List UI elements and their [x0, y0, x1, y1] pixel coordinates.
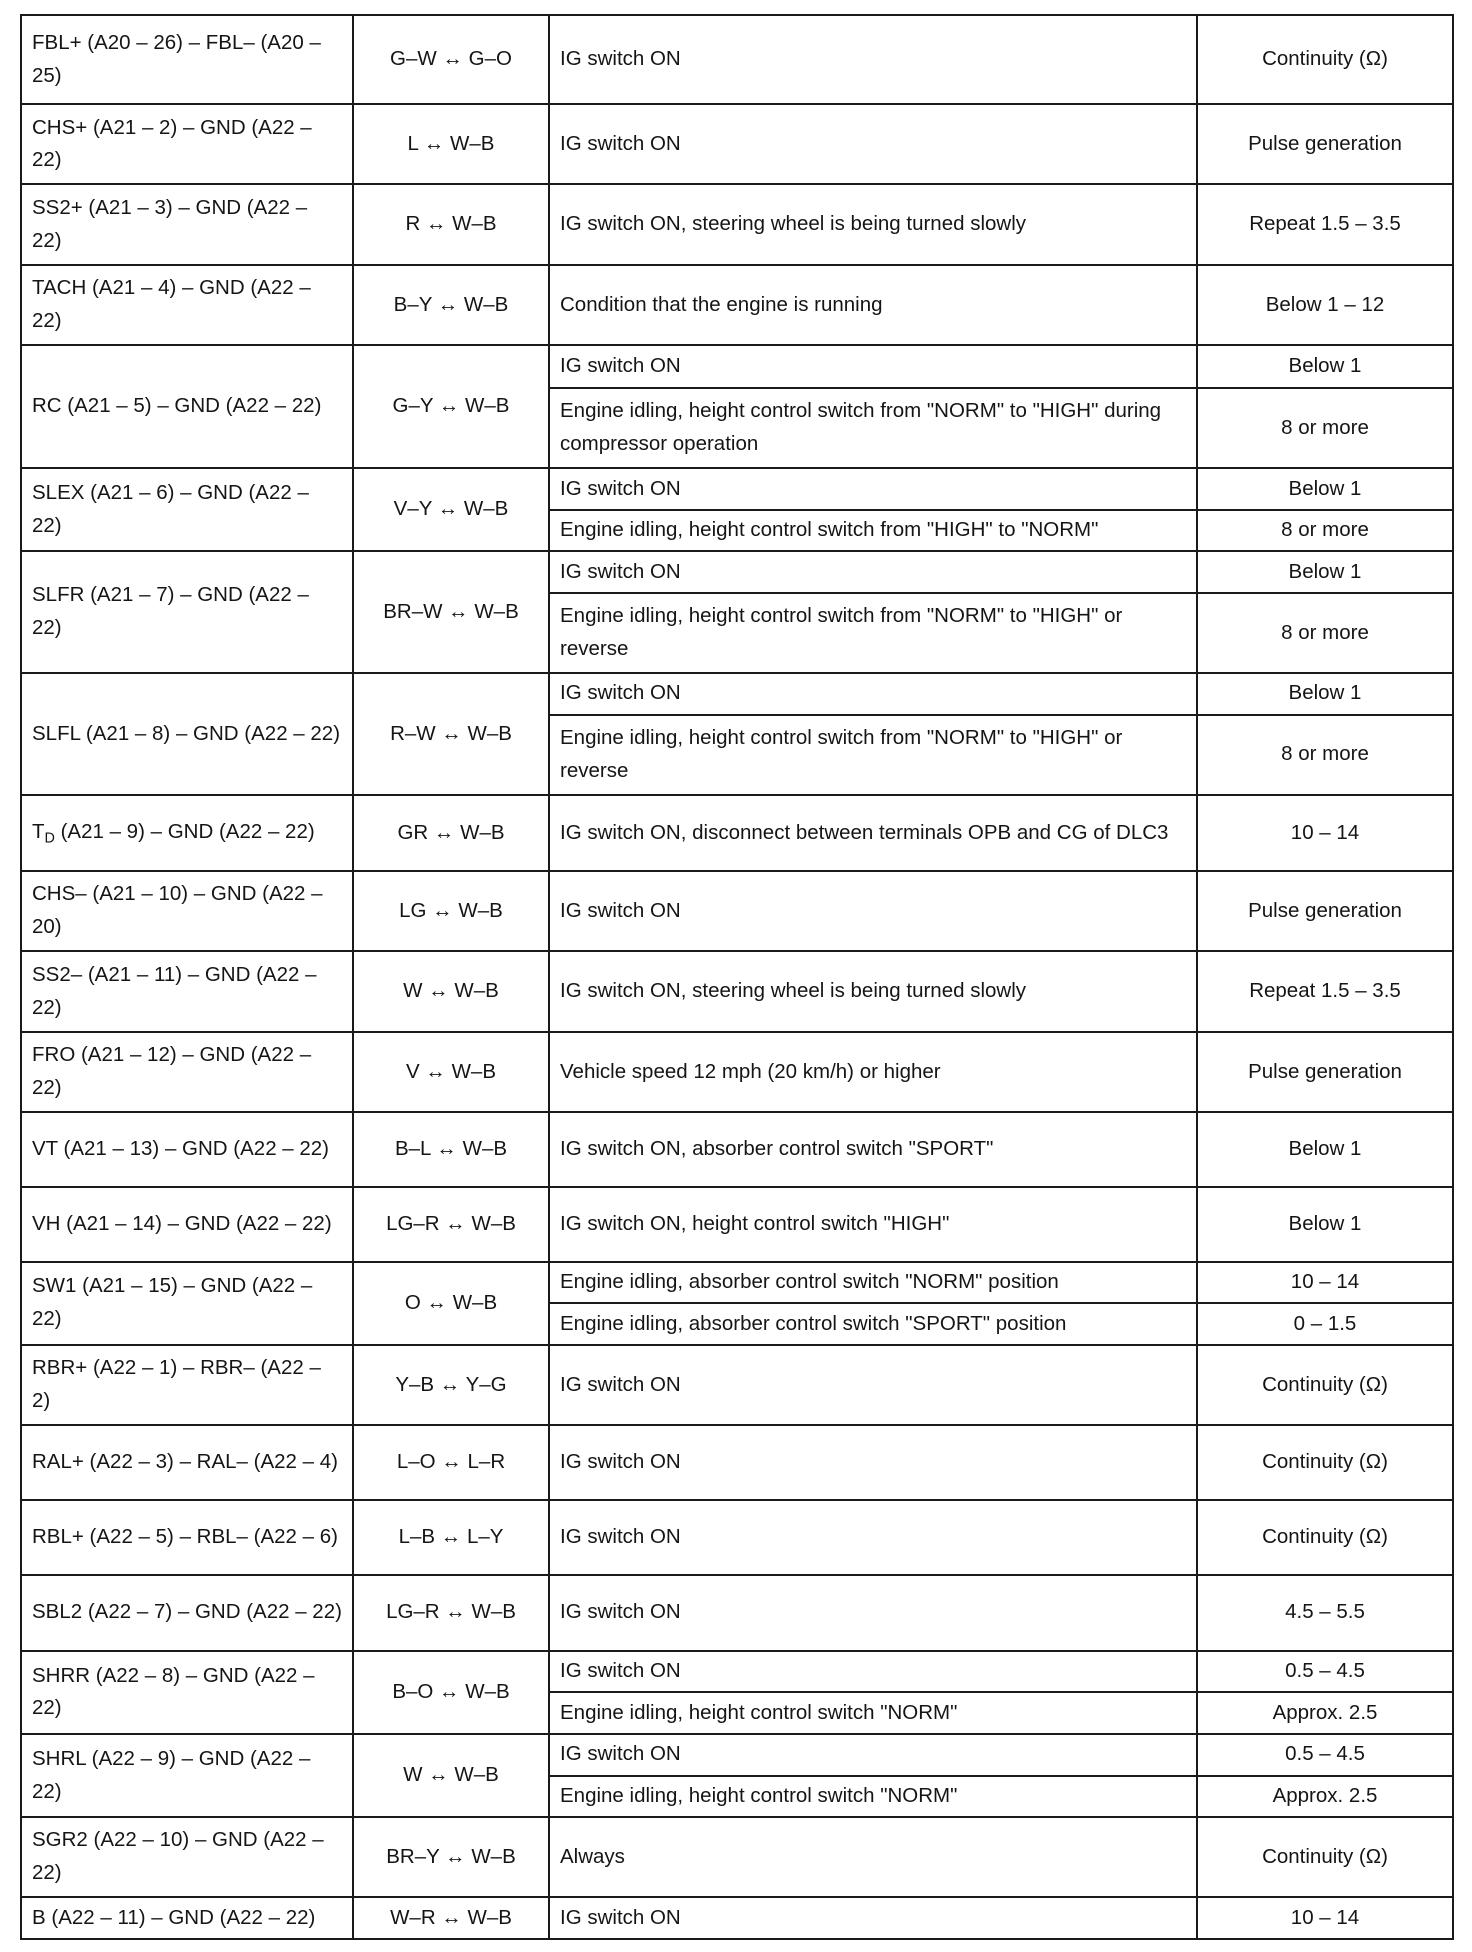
- condition-cell: IG switch ON, height control switch "HIGH": [549, 1187, 1197, 1262]
- wiring-color-cell: L ↔ W–B: [353, 104, 549, 184]
- specified-condition-cell: Below 1: [1197, 345, 1453, 388]
- table-row: [21, 104, 1453, 184]
- table-row: [21, 345, 1453, 388]
- wiring-color-cell: O ↔ W–B: [353, 1262, 549, 1345]
- table-row: [21, 468, 1453, 510]
- terminal-main: T: [32, 819, 45, 843]
- wiring-color-cell: W ↔ W–B: [353, 951, 549, 1031]
- terminal-cell: RAL+ (A22 – 3) – RAL– (A22 – 4): [21, 1425, 353, 1500]
- specified-condition-cell: 8 or more: [1197, 593, 1453, 673]
- terminal-spec-table: [20, 14, 1454, 1940]
- terminal-subscript: D: [44, 830, 55, 847]
- condition-cell: Engine idling, height control switch from "HIGH" to "NORM": [549, 510, 1197, 551]
- wiring-color-cell: W ↔ W–B: [353, 1734, 549, 1817]
- table-row: [21, 1345, 1453, 1425]
- specified-condition-cell: Repeat 1.5 – 3.5: [1197, 951, 1453, 1031]
- wiring-color-cell: B–Y ↔ W–B: [353, 265, 549, 345]
- specified-condition-cell: 10 – 14: [1197, 1897, 1453, 1939]
- specified-condition-cell: 0.5 – 4.5: [1197, 1651, 1453, 1693]
- condition-cell: Engine idling, height control switch "NORM": [549, 1776, 1197, 1817]
- specified-condition-cell: 8 or more: [1197, 510, 1453, 551]
- specified-condition-cell: Below 1: [1197, 1187, 1453, 1262]
- wiring-color-cell: GR ↔ W–B: [353, 795, 549, 871]
- specified-condition-cell: 8 or more: [1197, 715, 1453, 795]
- terminal-cell: SW1 (A21 – 15) – GND (A22 – 22): [21, 1262, 353, 1345]
- specified-condition-cell: 8 or more: [1197, 388, 1453, 468]
- wiring-color-cell: LG–R ↔ W–B: [353, 1187, 549, 1262]
- wiring-color-cell: B–L ↔ W–B: [353, 1112, 549, 1187]
- specified-condition-cell: Continuity (Ω): [1197, 1500, 1453, 1575]
- terminal-cell: CHS– (A21 – 10) – GND (A22 – 20): [21, 871, 353, 951]
- specified-condition-cell: Below 1: [1197, 1112, 1453, 1187]
- wiring-color-cell: G–W ↔ G–O: [353, 15, 549, 104]
- condition-cell: IG switch ON: [549, 1734, 1197, 1776]
- table-row: [21, 1575, 1453, 1651]
- terminal-cell: TACH (A21 – 4) – GND (A22 – 22): [21, 265, 353, 345]
- table-row: [21, 1112, 1453, 1187]
- terminal-cell: RBL+ (A22 – 5) – RBL– (A22 – 6): [21, 1500, 353, 1575]
- terminal-cell: FRO (A21 – 12) – GND (A22 – 22): [21, 1032, 353, 1112]
- terminal-cell: CHS+ (A21 – 2) – GND (A22 – 22): [21, 104, 353, 184]
- terminal-cell: RC (A21 – 5) – GND (A22 – 22): [21, 345, 353, 468]
- condition-cell: IG switch ON: [549, 345, 1197, 388]
- specified-condition-cell: Pulse generation: [1197, 104, 1453, 184]
- specified-condition-cell: Pulse generation: [1197, 871, 1453, 951]
- wiring-color-cell: R ↔ W–B: [353, 184, 549, 264]
- table-row: [21, 1817, 1453, 1897]
- terminal-cell: [21, 795, 353, 871]
- terminal-cell: SS2– (A21 – 11) – GND (A22 – 22): [21, 951, 353, 1031]
- table-row: [21, 1262, 1453, 1304]
- terminal-rest: (A21 – 9) – GND (A22 – 22): [54, 819, 315, 843]
- table-row: [21, 1500, 1453, 1575]
- wiring-color-cell: V–Y ↔ W–B: [353, 468, 549, 551]
- table-row: [21, 795, 1453, 871]
- table-row: [21, 871, 1453, 951]
- wiring-color-cell: BR–W ↔ W–B: [353, 551, 549, 673]
- table-row: [21, 1032, 1453, 1112]
- table-row: [21, 15, 1453, 104]
- specified-condition-cell: Below 1 – 12: [1197, 265, 1453, 345]
- condition-cell: IG switch ON: [549, 871, 1197, 951]
- condition-cell: Engine idling, height control switch from "NORM" to "HIGH" during compressor operation: [549, 388, 1197, 468]
- specified-condition-cell: Repeat 1.5 – 3.5: [1197, 184, 1453, 264]
- specified-condition-cell: Continuity (Ω): [1197, 1817, 1453, 1897]
- wiring-color-cell: R–W ↔ W–B: [353, 673, 549, 795]
- table-body: [21, 15, 1453, 1939]
- condition-cell: IG switch ON: [549, 15, 1197, 104]
- terminal-cell: SLEX (A21 – 6) – GND (A22 – 22): [21, 468, 353, 551]
- condition-cell: IG switch ON: [549, 104, 1197, 184]
- specified-condition-cell: Approx. 2.5: [1197, 1776, 1453, 1817]
- terminal-cell: SLFL (A21 – 8) – GND (A22 – 22): [21, 673, 353, 795]
- wiring-color-cell: BR–Y ↔ W–B: [353, 1817, 549, 1897]
- condition-cell: IG switch ON: [549, 551, 1197, 593]
- terminal-cell: FBL+ (A20 – 26) – FBL– (A20 – 25): [21, 15, 353, 104]
- terminal-cell: SLFR (A21 – 7) – GND (A22 – 22): [21, 551, 353, 673]
- condition-cell: IG switch ON: [549, 1651, 1197, 1693]
- wiring-color-cell: W–R ↔ W–B: [353, 1897, 549, 1939]
- specified-condition-cell: Continuity (Ω): [1197, 1345, 1453, 1425]
- condition-cell: Engine idling, height control switch from "NORM" to "HIGH" or reverse: [549, 593, 1197, 673]
- condition-cell: IG switch ON: [549, 1575, 1197, 1651]
- terminal-cell: SS2+ (A21 – 3) – GND (A22 – 22): [21, 184, 353, 264]
- table-row: [21, 1651, 1453, 1693]
- table-row: [21, 265, 1453, 345]
- condition-cell: IG switch ON: [549, 1897, 1197, 1939]
- terminal-cell: SGR2 (A22 – 10) – GND (A22 – 22): [21, 1817, 353, 1897]
- table-row: [21, 1897, 1453, 1939]
- table-row: [21, 184, 1453, 264]
- condition-cell: IG switch ON, absorber control switch "SPORT": [549, 1112, 1197, 1187]
- specified-condition-cell: Pulse generation: [1197, 1032, 1453, 1112]
- condition-cell: IG switch ON: [549, 1425, 1197, 1500]
- specified-condition-cell: 4.5 – 5.5: [1197, 1575, 1453, 1651]
- wiring-color-cell: B–O ↔ W–B: [353, 1651, 549, 1734]
- condition-cell: Condition that the engine is running: [549, 265, 1197, 345]
- terminal-cell: VH (A21 – 14) – GND (A22 – 22): [21, 1187, 353, 1262]
- terminal-cell: SBL2 (A22 – 7) – GND (A22 – 22): [21, 1575, 353, 1651]
- wiring-color-cell: L–O ↔ L–R: [353, 1425, 549, 1500]
- condition-cell: IG switch ON: [549, 1500, 1197, 1575]
- wiring-color-cell: G–Y ↔ W–B: [353, 345, 549, 468]
- wiring-color-cell: V ↔ W–B: [353, 1032, 549, 1112]
- specified-condition-cell: Continuity (Ω): [1197, 1425, 1453, 1500]
- condition-cell: Engine idling, height control switch "NORM": [549, 1692, 1197, 1734]
- specified-condition-cell: 0.5 – 4.5: [1197, 1734, 1453, 1776]
- condition-cell: IG switch ON: [549, 1345, 1197, 1425]
- terminal-cell: RBR+ (A22 – 1) – RBR– (A22 – 2): [21, 1345, 353, 1425]
- condition-cell: IG switch ON, steering wheel is being turned slowly: [549, 951, 1197, 1031]
- table-row: [21, 1734, 1453, 1776]
- wiring-color-cell: LG ↔ W–B: [353, 871, 549, 951]
- condition-cell: IG switch ON: [549, 673, 1197, 715]
- specified-condition-cell: Continuity (Ω): [1197, 15, 1453, 104]
- specified-condition-cell: 0 – 1.5: [1197, 1303, 1453, 1344]
- wiring-color-cell: LG–R ↔ W–B: [353, 1575, 549, 1651]
- condition-cell: Engine idling, absorber control switch "NORM" position: [549, 1262, 1197, 1304]
- specified-condition-cell: 10 – 14: [1197, 795, 1453, 871]
- condition-cell: Engine idling, absorber control switch "SPORT" position: [549, 1303, 1197, 1344]
- specified-condition-cell: Approx. 2.5: [1197, 1692, 1453, 1734]
- condition-cell: Vehicle speed 12 mph (20 km/h) or higher: [549, 1032, 1197, 1112]
- specified-condition-cell: Below 1: [1197, 551, 1453, 593]
- table-row: [21, 673, 1453, 715]
- table-row: [21, 1187, 1453, 1262]
- wiring-color-cell: Y–B ↔ Y–G: [353, 1345, 549, 1425]
- table-row: [21, 1425, 1453, 1500]
- condition-cell: IG switch ON, steering wheel is being turned slowly: [549, 184, 1197, 264]
- condition-cell: Engine idling, height control switch from "NORM" to "HIGH" or reverse: [549, 715, 1197, 795]
- wiring-color-cell: L–B ↔ L–Y: [353, 1500, 549, 1575]
- table-row: [21, 551, 1453, 593]
- condition-cell: IG switch ON: [549, 468, 1197, 510]
- specified-condition-cell: 10 – 14: [1197, 1262, 1453, 1304]
- terminal-cell: VT (A21 – 13) – GND (A22 – 22): [21, 1112, 353, 1187]
- condition-cell: IG switch ON, disconnect between terminals OPB and CG of DLC3: [549, 795, 1197, 871]
- terminal-cell: B (A22 – 11) – GND (A22 – 22): [21, 1897, 353, 1939]
- terminal-cell: SHRL (A22 – 9) – GND (A22 – 22): [21, 1734, 353, 1817]
- condition-cell: Always: [549, 1817, 1197, 1897]
- specified-condition-cell: Below 1: [1197, 468, 1453, 510]
- terminal-cell: SHRR (A22 – 8) – GND (A22 – 22): [21, 1651, 353, 1734]
- specified-condition-cell: Below 1: [1197, 673, 1453, 715]
- table-row: [21, 951, 1453, 1031]
